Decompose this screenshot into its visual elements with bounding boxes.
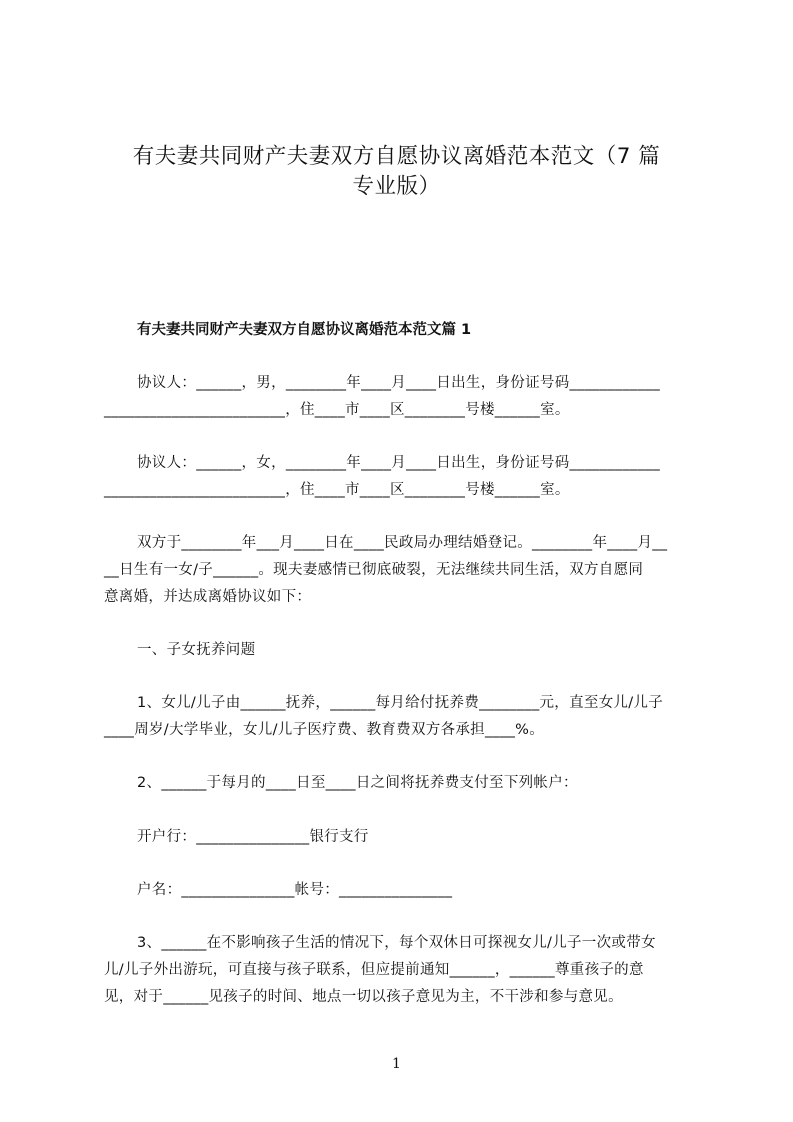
item2-line: 2、______于每月的____日至____日之间将抚养费支付至下列帐户： bbox=[137, 775, 578, 791]
bank-line: 开户行：_______________银行支行 bbox=[137, 829, 369, 845]
party1-line-2: ________________________，住____市____区________号楼______室。 bbox=[104, 402, 570, 418]
marriage-line-2: __日生有一女/子______。现夫妻感情已彻底破裂，无法继续共同生活，双方自愿同 bbox=[104, 562, 644, 578]
party2-line-1: 协议人：______，女，________年____月____日出生，身份证号码____________ bbox=[137, 455, 661, 471]
item3-line-1: 3、______在不影响孩子生活的情况下，每个双休日可探视女儿/儿子一次或带女 bbox=[137, 935, 656, 951]
heading-children: 一、子女抚养问题 bbox=[137, 642, 256, 658]
item3-line-3: 见，对于______见孩子的时间、地点一切以孩子意见为主，不干涉和参与意见。 bbox=[104, 989, 623, 1005]
item1-line-2: ____周岁/大学毕业，女儿/儿子医疗费、教育费双方各承担____%。 bbox=[104, 722, 545, 738]
page-number: 1 bbox=[392, 1056, 401, 1072]
section-heading: 有夫妻共同财产夫妻双方自愿协议离婚范本范文篇 1 bbox=[137, 322, 472, 338]
document-title bbox=[80, 142, 713, 202]
item1-line-1: 1、女儿/儿子由______抚养，______每月给付抚养费________元，直至女儿/儿子 bbox=[137, 695, 664, 711]
title-line-2: 专业版） bbox=[352, 174, 441, 199]
item3-line-2: 儿/儿子外出游玩，可直接与孩子联系，但应提前通知______，______尊重孩子的意 bbox=[104, 962, 644, 978]
marriage-line-3: 意离婚，并达成离婚协议如下： bbox=[104, 589, 312, 605]
party2-line-2: ________________________，住____市____区________号楼______室。 bbox=[104, 482, 570, 498]
party1-line-1: 协议人：______，男，________年____月____日出生，身份证号码____________ bbox=[137, 375, 661, 391]
marriage-line-1: 双方于________年___月____日在____民政局办理结婚登记。________年____月__ bbox=[137, 535, 668, 551]
account-line: 户名：_______________帐号：_______________ bbox=[137, 882, 453, 898]
title-line-1: 有夫妻共同财产夫妻双方自愿协议离婚范本范文（7 篇 bbox=[132, 144, 661, 169]
